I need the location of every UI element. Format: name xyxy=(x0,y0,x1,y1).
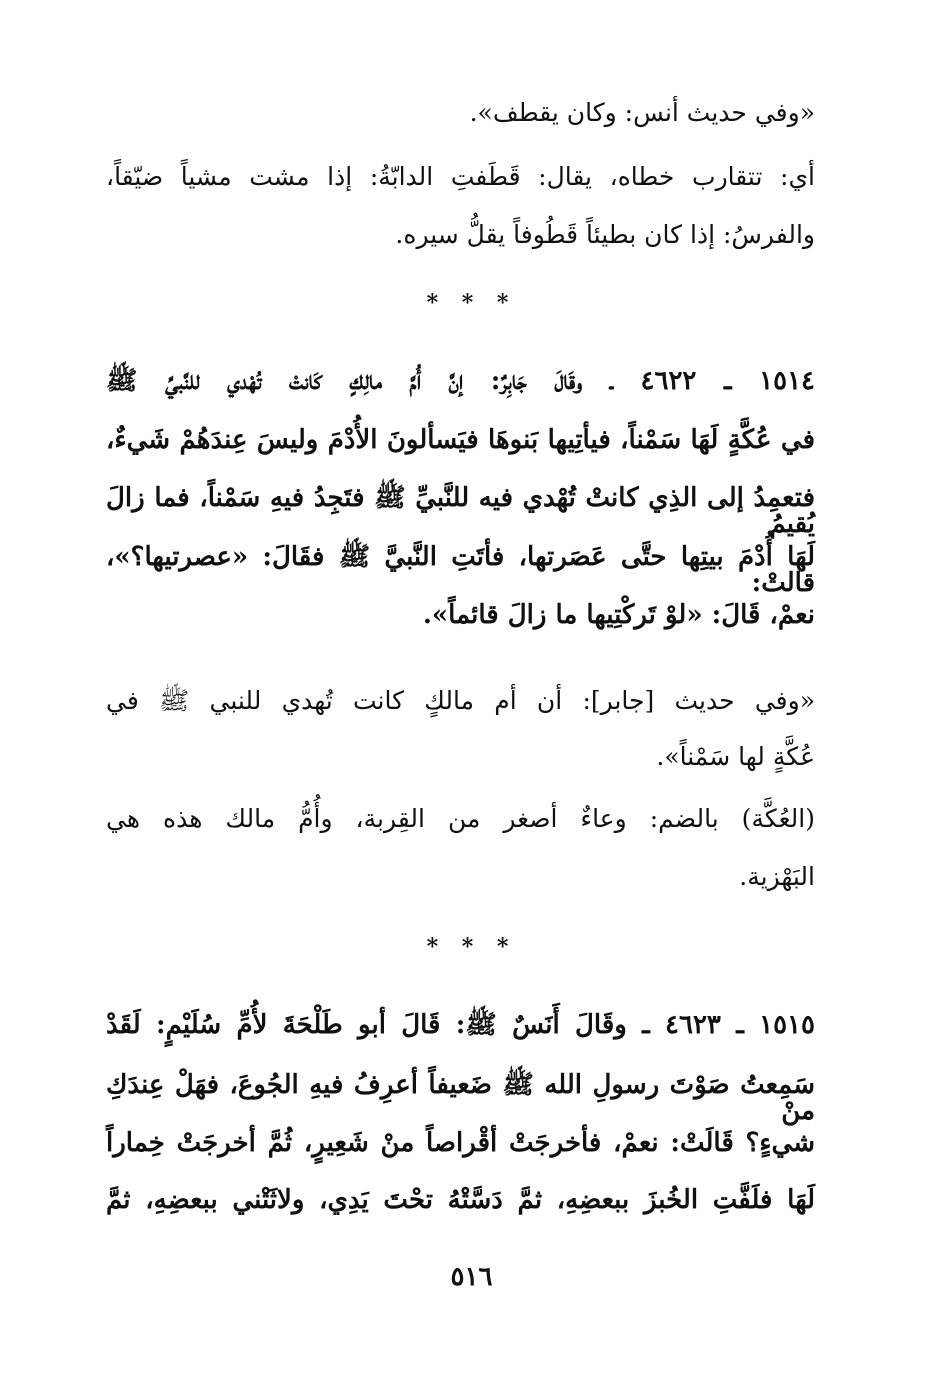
section-separator-1: * * * xyxy=(426,290,517,316)
hadith-1515-line-3: شيءٍ؟ قَالَتْ: نعمْ، فأخرجَتْ أقْراصاً منْ شَعِيرٍ، ثُمَّ أخرجَتْ خِماراً xyxy=(106,1128,815,1158)
hadith-1515-line-4: لَهَا فلَفَّتِ الخُبزَ ببعضِهِ، ثمَّ دَسَّتْهُ تحْتَ يَدِي، ولاثَتْني ببعضِهِ، ثمَّ xyxy=(106,1185,815,1215)
jabir-hadith-quote-line-2: عُكَّةٍ لها سَمْناً». xyxy=(656,742,815,771)
hadith-1514-line-4: لَهَا أُدْمَ بيتِها حتَّى عَصَرتها، فأتَتِ النَّبيَّ ﷺ فقَالَ: «عصرتيها؟»، قالتْ: xyxy=(106,542,815,598)
jabir-hadith-quote-line-1: «وفي حديث [جابر]: أن أم مالكٍ كانت تُهدي للنبي ﷺ في xyxy=(106,686,815,715)
hadith-1514-line-3: فتعمِدُ إلى الذِي كانتْ تُهْدي فيه للنَّبيِّ ﷺ فتَجِدُ فيهِ سَمْناً، فما زالَ يُقيمُ xyxy=(106,483,815,539)
ukka-explanation-line-1: (العُكَّة) بالضم: وعاءٌ أصغر من القِربة، وأُمُّ مالك هذه هي xyxy=(106,804,815,833)
hadith-1514-line-5: نعمْ، قَالَ: «لوْ تَركْتِيها ما زالَ قائماً». xyxy=(422,600,815,630)
hadith-1514-line-1: ١٥١٤ ـ ٤٦٢٢ ـ وقَالَ جَابِرٌ: إنَّ أُمَّ مالِكٍ كَانتْ تُهْدي للنَّبيِّ ﷺ xyxy=(106,366,815,396)
hadith-1514-line-2: في عُكَّةٍ لَهَا سَمْناً، فيأتِيها بَنوهَا فيَسألونَ الأُدْمَ وليسَ عِندَهُمْ شَيءٌ، xyxy=(106,425,815,455)
explanation-line-1: أي: تتقارب خطاه، يقال: قَطَفتِ الدابّةُ: إذا مشت مشياً ضيّقاً، xyxy=(106,162,815,191)
hadith-1515-line-2: سَمِعتُ صَوْتَ رسولِ الله ﷺ ضَعيفاً أعرِفُ فيهِ الجُوعَ، فهَلْ عِندَكِ منْ xyxy=(106,1070,815,1126)
hadith-1515-line-1: ١٥١٥ ـ ٤٦٢٣ ـ وقَالَ أَنَسٌ ﷺ: قَالَ أبو طَلْحَةَ لأُمِّ سُلَيْمٍ: لَقَدْ xyxy=(106,1010,815,1040)
explanation-line-2: والفرسُ: إذا كان بطيئاً قَطُوفاً يقلُّ سيره. xyxy=(395,220,815,249)
ukka-explanation-line-2: البَهْزية. xyxy=(739,862,815,891)
anas-hadith-quote: «وفي حديث أنس: وكان يقطف». xyxy=(469,98,815,127)
section-separator-2: * * * xyxy=(426,934,517,960)
page-number: ٥١٦ xyxy=(450,1262,493,1292)
